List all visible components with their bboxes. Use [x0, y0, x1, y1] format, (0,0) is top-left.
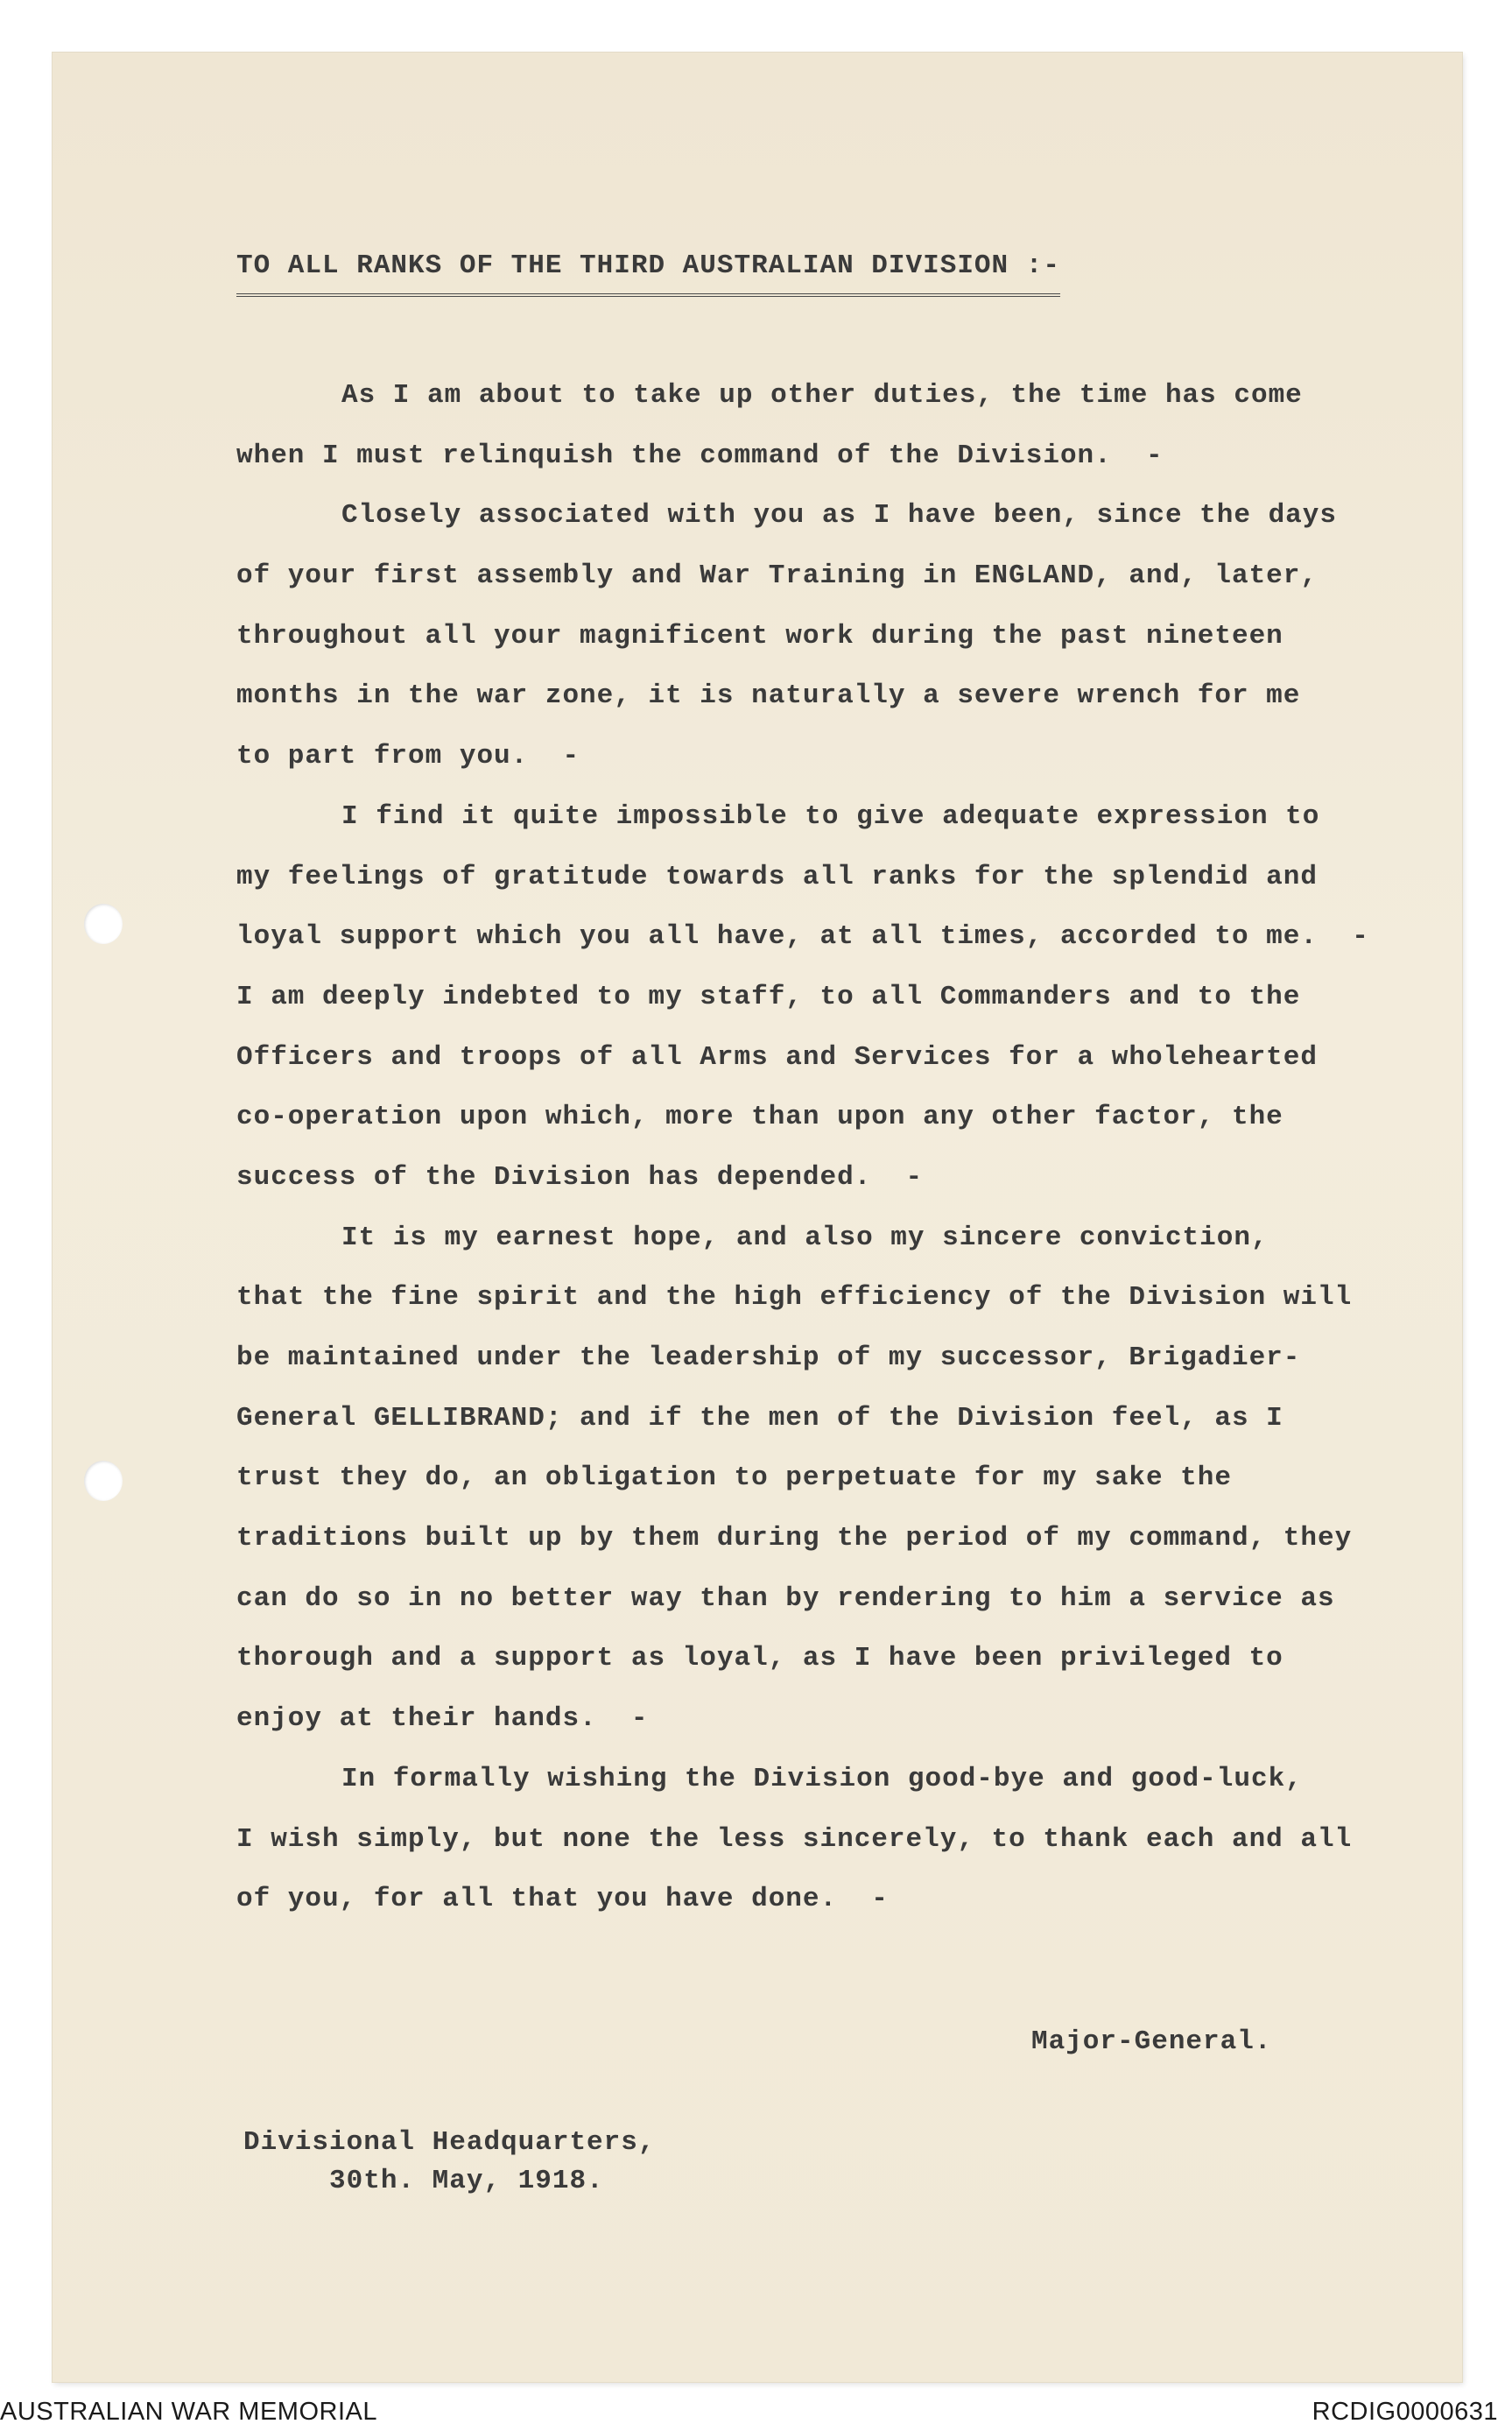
body-line: thorough and a support as loyal, as I have been privileged to — [236, 1643, 1283, 1674]
body-line: co-operation upon which, more than upon any other factor, the — [236, 1102, 1283, 1133]
body-line: my feelings of gratitude towards all ranks for the splendid and — [236, 861, 1318, 892]
body-line: that the fine spirit and the high efficiency of the Division will — [236, 1282, 1353, 1314]
body-line: Officers and troops of all Arms and Services for a wholehearted — [236, 1041, 1318, 1073]
body-line: traditions built up by them during the period of my command, they — [236, 1523, 1353, 1554]
body-line: to part from you. - — [236, 741, 580, 772]
body-line: of your first assembly and War Training in ENGLAND, and, later, — [236, 560, 1318, 592]
body-line: Closely associated with you as I have been, since the days — [341, 500, 1337, 532]
body-line: be maintained under the leadership of my successor, Brigadier- — [236, 1342, 1301, 1373]
document-page — [53, 53, 1462, 2382]
body-line: I find it quite impossible to give adequate expression to — [341, 800, 1320, 832]
body-line: can do so in no better way than by rendering to him a service as — [236, 1582, 1335, 1614]
body-line: In formally wishing the Division good-bye and good-luck, — [341, 1763, 1303, 1794]
hq-location: Divisional Headquarters, — [243, 2127, 656, 2158]
headquarters-block — [243, 2124, 655, 2201]
archive-id: RCDIG0000631 — [1312, 2398, 1498, 2426]
hq-date: 30th. May, 1918. — [243, 2166, 604, 2196]
body-line: I wish simply, but none the less sincerely, to thank each and all — [236, 1823, 1353, 1855]
body-line: throughout all your magnificent work during the past nineteen — [236, 620, 1283, 652]
body-line: of you, for all that you have done. - — [236, 1884, 889, 1915]
punch-hole-bottom — [84, 1461, 123, 1501]
body-line: General GELLIBRAND; and if the men of the Division feel, as I — [236, 1402, 1283, 1434]
body-line: As I am about to take up other duties, the time has come — [341, 380, 1303, 411]
body-line: success of the Division has depended. - — [236, 1161, 924, 1193]
punch-hole-top — [84, 904, 123, 944]
body-line: loyal support which you all have, at all times, accorded to me. - — [236, 921, 1369, 953]
archive-label: AUSTRALIAN WAR MEMORIAL — [0, 2398, 377, 2426]
body-line: when I must relinquish the command of the Division. - — [236, 440, 1164, 471]
document-heading: TO ALL RANKS OF THE THIRD AUSTRALIAN DIVISION :- — [236, 250, 1060, 297]
body-line: I am deeply indebted to my staff, to all Commanders and to the — [236, 981, 1301, 1012]
body-line: It is my earnest hope, and also my sincere conviction, — [341, 1222, 1269, 1253]
body-line: months in the war zone, it is naturally a severe wrench for me — [236, 680, 1301, 712]
signature-title: Major-General. — [1031, 2026, 1272, 2057]
body-line: enjoy at their hands. - — [236, 1703, 649, 1735]
body-line: trust they do, an obligation to perpetuate for my sake the — [236, 1462, 1232, 1494]
letter-body — [236, 366, 1445, 1930]
